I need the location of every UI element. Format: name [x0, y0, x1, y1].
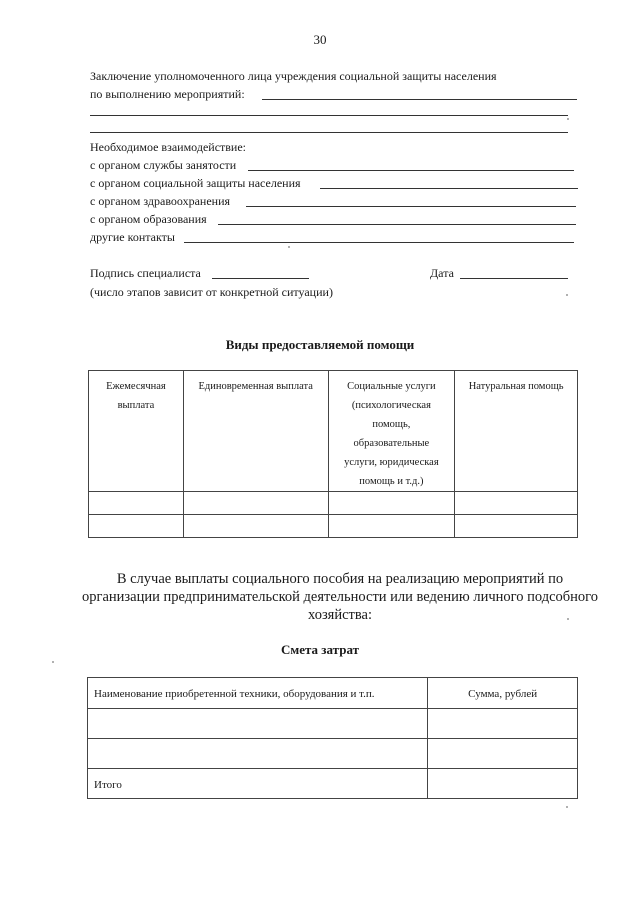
- interaction-health: с органом здравоохранения: [90, 194, 231, 208]
- aid-col-monthly: Ежемесячная выплата: [89, 371, 184, 492]
- page-number: 30: [313, 32, 327, 47]
- conclusion-fill-line-3: [90, 132, 568, 133]
- aid-section-title: Виды предоставляемой помощи: [225, 337, 415, 352]
- estimate-cell[interactable]: [88, 709, 428, 739]
- date-line: [460, 278, 568, 279]
- estimate-row: [88, 709, 578, 739]
- estimate-col-name: Наименование приобретенной техники, оборудования и т.п.: [88, 678, 428, 709]
- interaction-education: с органом образования: [90, 212, 207, 226]
- scan-speck: [566, 294, 568, 296]
- aid-cell[interactable]: [455, 515, 578, 538]
- interaction-social: с органом социальной защиты населения: [90, 176, 301, 190]
- aid-cell[interactable]: [183, 515, 328, 538]
- date-label: Дата: [430, 266, 454, 280]
- interaction-health-line: [246, 206, 576, 207]
- aid-cell[interactable]: [328, 515, 455, 538]
- interaction-other: другие контакты: [90, 230, 175, 244]
- interaction-education-line: [218, 224, 576, 225]
- aid-table-row: [89, 492, 578, 515]
- scan-speck: [567, 118, 569, 120]
- scan-speck: [288, 246, 290, 248]
- estimate-total-row: [88, 769, 578, 799]
- estimate-header-row: [88, 678, 578, 709]
- estimate-row: [88, 739, 578, 769]
- aid-col-one-time: Единовременная выплата: [183, 371, 328, 492]
- conclusion-line-2: по выполнению мероприятий:: [90, 87, 245, 101]
- conclusion-line-1: Заключение уполномоченного лица учреждения социальной защиты населения: [90, 69, 497, 83]
- conclusion-fill-line-2: [90, 115, 568, 116]
- estimate-title: Смета затрат: [280, 642, 360, 657]
- aid-cell[interactable]: [89, 515, 184, 538]
- payment-paragraph: В случае выплаты социального пособия на реализацию мероприятий по организации предпринимательской деятельности или ведению личного подсобного хозяйства:: [82, 571, 598, 623]
- aid-table-header-row: [89, 371, 578, 492]
- aid-col-in-kind: Натуральная помощь: [455, 371, 578, 492]
- estimate-total-value[interactable]: [428, 769, 578, 799]
- aid-cell[interactable]: [328, 492, 455, 515]
- estimate-cell[interactable]: [428, 709, 578, 739]
- scan-speck: [52, 661, 54, 663]
- scan-speck: [567, 618, 569, 620]
- estimate-cell[interactable]: [428, 739, 578, 769]
- signature-line: [212, 278, 309, 279]
- aid-table-row: [89, 515, 578, 538]
- signature-label: Подпись специалиста: [90, 266, 201, 280]
- conclusion-fill-line-1: [262, 99, 577, 100]
- aid-cell[interactable]: [455, 492, 578, 515]
- interaction-other-line: [184, 242, 574, 243]
- interaction-employment: с органом службы занятости: [90, 158, 237, 172]
- estimate-col-sum: Сумма, рублей: [428, 678, 578, 709]
- aid-types-table: [88, 370, 578, 538]
- interaction-employment-line: [248, 170, 574, 171]
- estimate-cell[interactable]: [88, 739, 428, 769]
- estimate-total-label: Итого: [88, 769, 428, 799]
- aid-col-social-services: Социальные услуги (психологическая помощь, образовательные услуги, юридическая помощь и т.д.): [328, 371, 455, 492]
- scan-speck: [566, 806, 568, 808]
- interaction-title: Необходимое взаимодействие:: [90, 140, 247, 154]
- estimate-table: [87, 677, 578, 799]
- stages-note: (число этапов зависит от конкретной ситуации): [90, 285, 333, 299]
- aid-cell[interactable]: [89, 492, 184, 515]
- interaction-social-line: [320, 188, 578, 189]
- aid-cell[interactable]: [183, 492, 328, 515]
